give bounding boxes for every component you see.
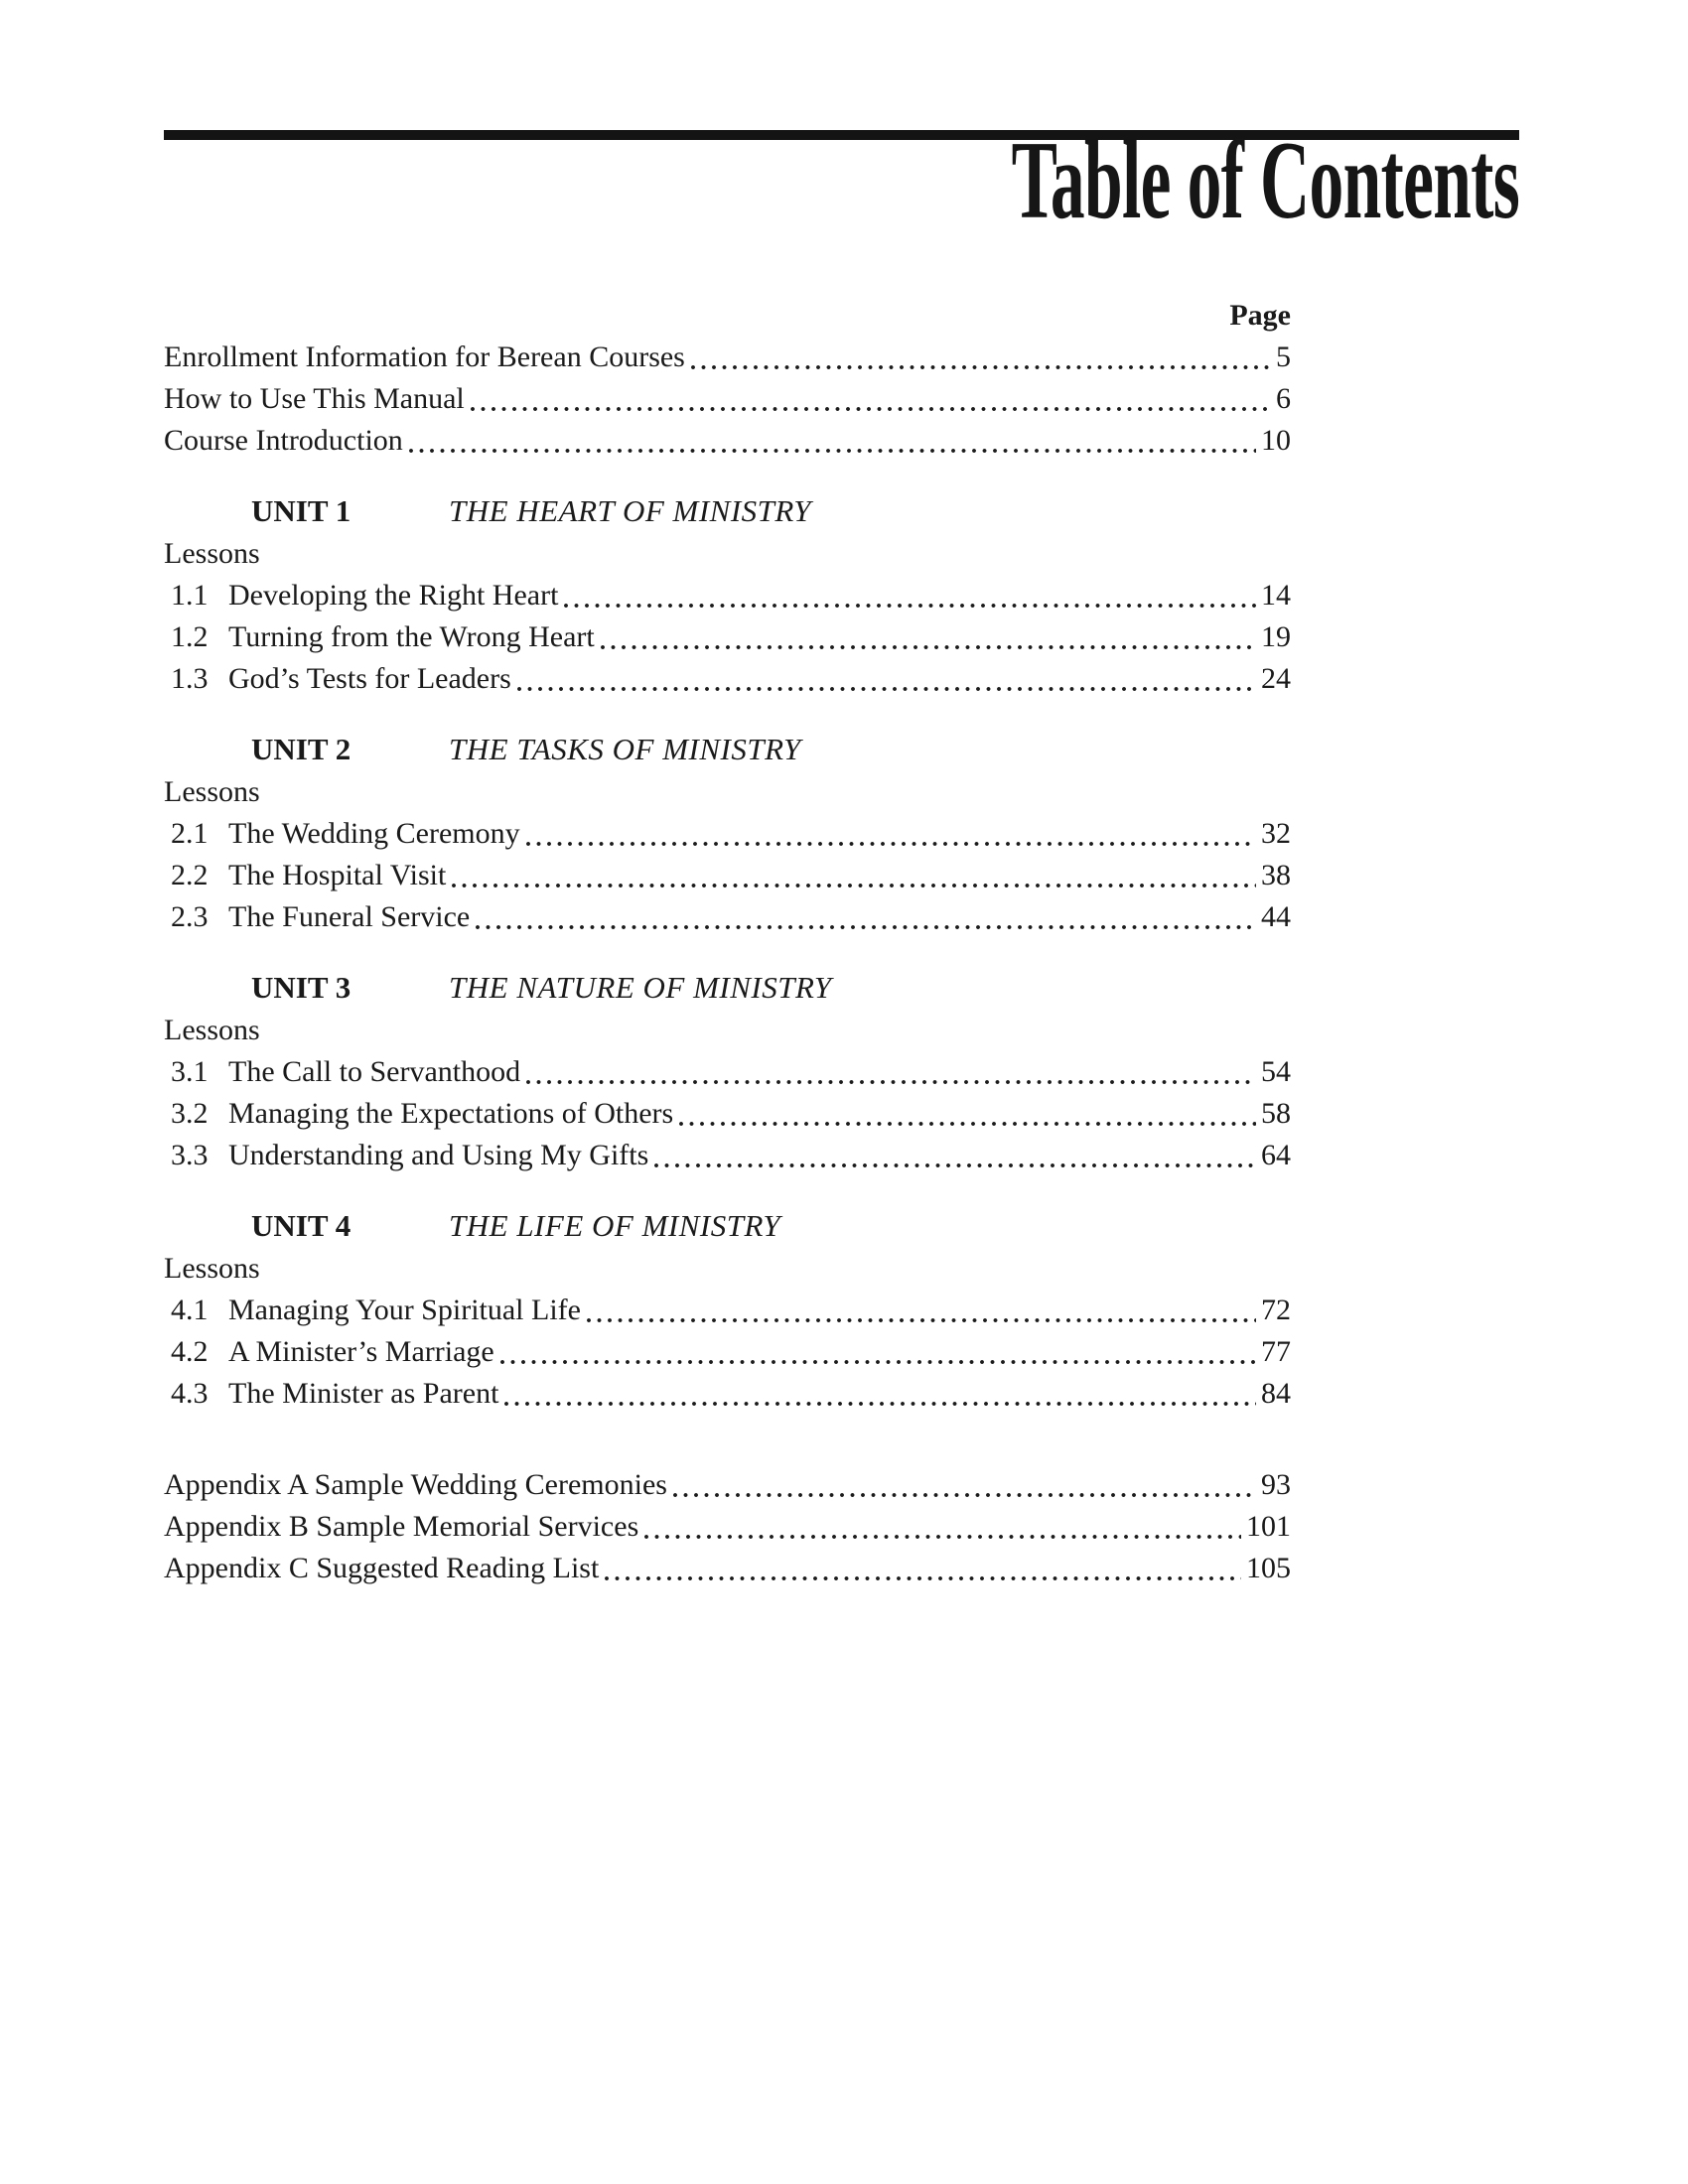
lesson-page-number: 84: [1261, 1377, 1291, 1410]
lesson-title: A Minister’s Marriage: [228, 1335, 494, 1368]
unit-label: UNIT 3: [251, 970, 352, 1005]
dot-leader: [517, 687, 1256, 691]
lesson-title: The Wedding Ceremony: [228, 817, 520, 850]
lesson-page-number: 64: [1261, 1139, 1291, 1171]
lesson-title: The Minister as Parent: [228, 1377, 499, 1410]
lesson-number: 1.1: [171, 579, 209, 612]
lesson-row: [164, 1135, 1291, 1176]
lesson-title: Managing the Expectations of Others: [228, 1097, 674, 1130]
dot-leader: [504, 1402, 1256, 1406]
lesson-number: 3.2: [171, 1097, 209, 1130]
dot-leader: [452, 884, 1256, 887]
toc-entry-label: Appendix A Sample Wedding Ceremonies: [164, 1468, 667, 1501]
table-of-contents: [164, 295, 1291, 1589]
lesson-page-number: 58: [1261, 1097, 1291, 1130]
unit-label: UNIT 1: [251, 493, 352, 528]
lesson-page-number: 38: [1261, 859, 1291, 891]
dot-leader: [587, 1318, 1256, 1322]
toc-entry-label: Enrollment Information for Berean Courses: [164, 341, 685, 373]
lesson-row: [164, 1093, 1291, 1135]
lesson-row: [164, 1051, 1291, 1093]
dot-leader: [654, 1163, 1256, 1167]
toc-entry-row: [164, 420, 1291, 462]
dot-leader: [691, 365, 1271, 369]
lesson-row: [164, 616, 1291, 658]
lesson-number: 1.3: [171, 662, 209, 695]
dot-leader: [409, 449, 1256, 453]
lesson-row: [164, 1290, 1291, 1331]
lesson-list: [164, 1051, 1291, 1176]
lesson-list: [164, 1290, 1291, 1415]
front-matter-list: [164, 337, 1291, 462]
units: [164, 490, 1291, 1415]
lesson-row: [164, 1331, 1291, 1373]
toc-entry-row: [164, 337, 1291, 378]
dot-leader: [564, 604, 1256, 608]
lessons-label: Lessons: [164, 1014, 260, 1046]
lesson-page-number: 54: [1261, 1055, 1291, 1088]
lesson-row: [164, 855, 1291, 896]
unit-title: THE LIFE OF MINISTRY: [449, 1208, 781, 1243]
lesson-list: [164, 575, 1291, 700]
lesson-row: [164, 658, 1291, 700]
unit-section: [164, 967, 1291, 1176]
lesson-number: 2.1: [171, 817, 209, 850]
page-title: Table of Contents: [1011, 119, 1519, 242]
lesson-number: 4.3: [171, 1377, 209, 1410]
toc-entry-row: [164, 1548, 1291, 1589]
toc-entry-row: [164, 378, 1291, 420]
dot-leader: [526, 1080, 1256, 1084]
unit-label: UNIT 2: [251, 732, 352, 766]
lesson-page-number: 44: [1261, 900, 1291, 933]
lesson-title: The Call to Servanthood: [228, 1055, 521, 1088]
lesson-page-number: 14: [1261, 579, 1291, 612]
lesson-number: 2.2: [171, 859, 209, 891]
lesson-page-number: 32: [1261, 817, 1291, 850]
lesson-title: God’s Tests for Leaders: [228, 662, 511, 695]
toc-entry-label: How to Use This Manual: [164, 382, 465, 415]
lesson-title: Understanding and Using My Gifts: [228, 1139, 649, 1171]
lesson-number: 4.1: [171, 1294, 209, 1326]
unit-label: UNIT 4: [251, 1208, 352, 1243]
lesson-page-number: 72: [1261, 1294, 1291, 1326]
lessons-label: Lessons: [164, 537, 260, 570]
lesson-page-number: 19: [1261, 620, 1291, 653]
lesson-title: Developing the Right Heart: [228, 579, 559, 612]
lesson-number: 3.3: [171, 1139, 209, 1171]
lessons-label: Lessons: [164, 775, 260, 808]
lesson-title: The Funeral Service: [228, 900, 471, 933]
dot-leader: [471, 407, 1271, 411]
unit-header: [164, 1205, 1291, 1248]
toc-entry-page-number: 105: [1246, 1552, 1291, 1584]
toc-entry-page-number: 5: [1276, 341, 1291, 373]
unit-title: THE HEART OF MINISTRY: [449, 493, 812, 528]
toc-entry-label: Course Introduction: [164, 424, 403, 457]
dot-leader: [601, 645, 1256, 649]
lesson-number: 1.2: [171, 620, 209, 653]
lessons-label: Lessons: [164, 1252, 260, 1285]
unit-title: THE TASKS OF MINISTRY: [449, 732, 801, 766]
appendix-list: [164, 1464, 1291, 1589]
unit-header: [164, 729, 1291, 771]
dot-leader: [673, 1493, 1256, 1497]
lesson-number: 4.2: [171, 1335, 209, 1368]
unit-section: [164, 490, 1291, 700]
toc-entry-page-number: 101: [1246, 1510, 1291, 1543]
dot-leader: [476, 925, 1256, 929]
unit-section: [164, 1205, 1291, 1415]
unit-section: [164, 729, 1291, 938]
dot-leader: [679, 1122, 1256, 1126]
toc-entry-page-number: 93: [1261, 1468, 1291, 1501]
lesson-row: [164, 1373, 1291, 1415]
lesson-title: The Hospital Visit: [228, 859, 447, 891]
unit-header: [164, 967, 1291, 1010]
toc-entry-page-number: 6: [1276, 382, 1291, 415]
lesson-row: [164, 813, 1291, 855]
unit-header: [164, 490, 1291, 533]
lesson-page-number: 24: [1261, 662, 1291, 695]
page-column-header: Page: [1229, 299, 1291, 332]
unit-title: THE NATURE OF MINISTRY: [449, 970, 832, 1005]
toc-entry-label: Appendix C Suggested Reading List: [164, 1552, 600, 1584]
lesson-title: Turning from the Wrong Heart: [228, 620, 595, 653]
lesson-row: [164, 575, 1291, 616]
lesson-number: 3.1: [171, 1055, 209, 1088]
lesson-row: [164, 896, 1291, 938]
dot-leader: [644, 1535, 1241, 1539]
toc-entry-row: [164, 1464, 1291, 1506]
lesson-number: 2.3: [171, 900, 209, 933]
lesson-list: [164, 813, 1291, 938]
dot-leader: [605, 1576, 1241, 1580]
toc-entry-row: [164, 1506, 1291, 1548]
toc-entry-label: Appendix B Sample Memorial Services: [164, 1510, 639, 1543]
lesson-title: Managing Your Spiritual Life: [228, 1294, 581, 1326]
lesson-page-number: 77: [1261, 1335, 1291, 1368]
dot-leader: [526, 842, 1256, 846]
dot-leader: [500, 1360, 1256, 1364]
toc-entry-page-number: 10: [1261, 424, 1291, 457]
